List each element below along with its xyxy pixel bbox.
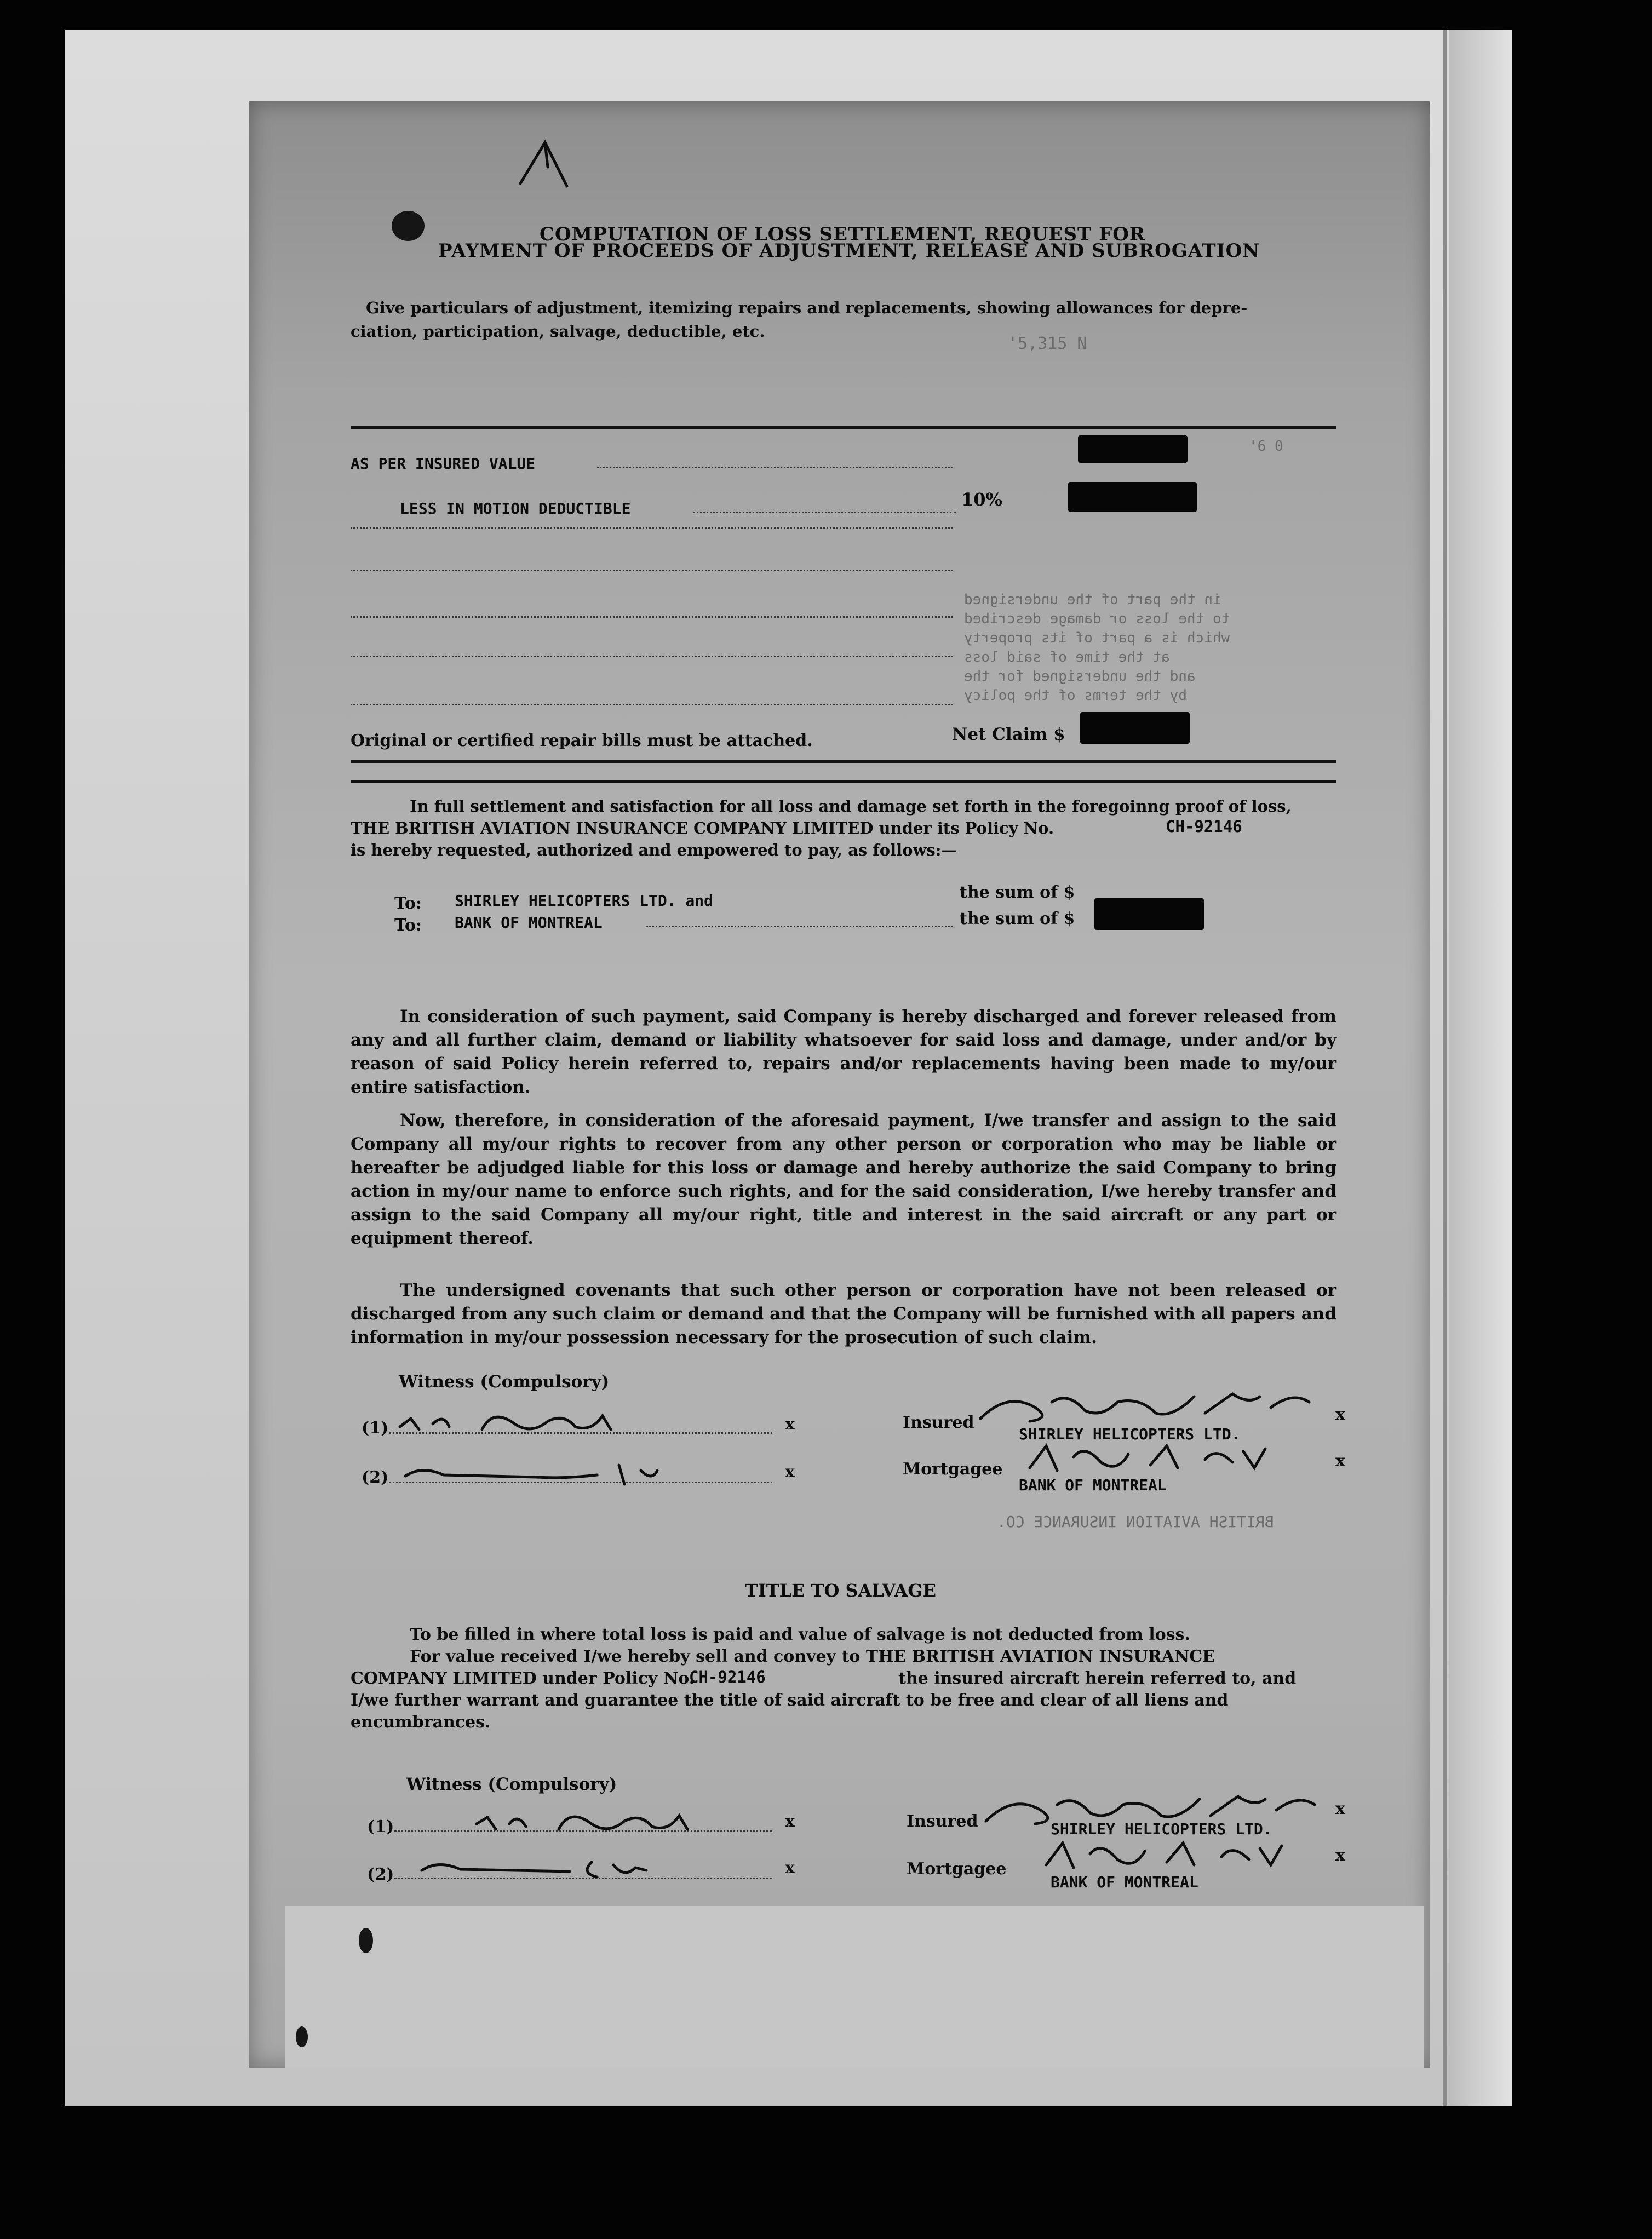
redacted-payment-amount xyxy=(1094,898,1204,930)
bleed-through-line: at the time of said loss xyxy=(964,649,1170,665)
witness-line-number: (1) xyxy=(367,1817,394,1836)
bleed-through-stamp: BRITISH AVIATION INSURANCE CO. xyxy=(997,1513,1274,1531)
salvage-line-2: For value received I/we hereby sell and convey to THE BRITISH AVIATION INSURANCE xyxy=(410,1647,1215,1666)
item-label-insured-value: AS PER INSURED VALUE xyxy=(351,455,536,473)
net-claim-label: Net Claim $ xyxy=(952,725,1065,744)
repair-bills-note: Original or certified repair bills must be attached. xyxy=(351,731,813,750)
witness-line-number: (2) xyxy=(362,1468,389,1487)
blank-item-line xyxy=(351,704,953,705)
blank-item-line xyxy=(351,656,953,657)
mount-edge xyxy=(1443,30,1447,2106)
section-rule-top xyxy=(351,426,1336,429)
salvage-policy-number: CH-92146 xyxy=(689,1668,766,1686)
x-mark: x xyxy=(1335,1846,1345,1865)
payee-name: SHIRLEY HELICOPTERS LTD. and xyxy=(455,892,714,910)
witness-signature-4 xyxy=(405,1848,789,1887)
covenants-paragraph xyxy=(351,1279,1336,1350)
payee-sum-label: the sum of $ xyxy=(960,909,1075,928)
salvage-line-3-suffix: the insured aircraft herein referred to, and xyxy=(898,1669,1297,1688)
redacted-amount xyxy=(1068,482,1197,512)
insured-name: SHIRLEY HELICOPTERS LTD. xyxy=(1019,1425,1241,1443)
settlement-line-3: is hereby requested, authorized and empowered to pay, as follows:— xyxy=(351,841,957,859)
blank-item-line xyxy=(351,570,953,571)
item-leader-dots xyxy=(597,467,953,468)
salvage-heading: TITLE TO SALVAGE xyxy=(745,1580,936,1601)
x-mark: x xyxy=(785,1858,795,1878)
mortgagee-label: Mortgagee xyxy=(907,1859,1007,1879)
salvage-line-5: encumbrances. xyxy=(351,1713,491,1732)
year-mark: '6 0 xyxy=(1249,438,1283,455)
section-rule-middle xyxy=(351,760,1336,763)
settlement-line-1: In full settlement and satisfaction for all loss and damage set forth in the foregoinng proof of loss, xyxy=(410,797,1292,816)
subrogation-paragraph xyxy=(351,1109,1336,1250)
x-mark: x xyxy=(785,1812,795,1831)
consideration-paragraph xyxy=(351,1005,1336,1099)
instructions-line-2: ciation, participation, salvage, deductible, etc. xyxy=(351,322,765,341)
bleed-through-line: to the loss or damage described xyxy=(964,611,1230,627)
mount-right-strip xyxy=(1449,30,1512,2106)
x-mark: x xyxy=(1335,1451,1345,1471)
redacted-net-claim xyxy=(1080,712,1190,744)
mortgagee-signature xyxy=(1024,1435,1309,1479)
title-line-1: COMPUTATION OF LOSS SETTLEMENT, REQUEST FOR xyxy=(540,223,1146,245)
pencil-mark-icon xyxy=(515,134,581,194)
blank-item-line xyxy=(351,527,953,529)
section-rule-middle xyxy=(351,780,1336,783)
payee-leader-dots xyxy=(646,926,953,927)
insured-signature xyxy=(975,1380,1347,1429)
punch-hole-mark xyxy=(392,211,425,241)
payee-sum-label: the sum of $ xyxy=(960,883,1075,902)
title-line-2: PAYMENT OF PROCEEDS OF ADJUSTMENT, RELEASE AND SUBROGATION xyxy=(438,240,1260,262)
witness-label: Witness (Compulsory) xyxy=(406,1775,617,1794)
ink-blot xyxy=(359,1928,373,1953)
bleed-through-line: in the part of the undersigned xyxy=(964,592,1221,608)
insured-name: SHIRLEY HELICOPTERS LTD. xyxy=(1051,1820,1272,1838)
witness-signature-1 xyxy=(394,1402,778,1440)
page-bottom-margin xyxy=(285,1906,1424,2068)
item-percent: 10% xyxy=(961,489,1002,510)
salvage-line-4: I/we further warrant and guarantee the title of said aircraft to be free and clear of all liens and xyxy=(351,1691,1229,1710)
x-mark: x xyxy=(785,1462,795,1482)
witness-signature-3 xyxy=(405,1802,789,1840)
mortgagee-name: BANK OF MONTREAL xyxy=(1019,1476,1167,1494)
mortgagee-label: Mortgagee xyxy=(903,1460,1003,1479)
witness-line-number: (1) xyxy=(362,1419,389,1438)
instructions-line-1: Give particulars of adjustment, itemizing repairs and replacements, showing allowances for depre- xyxy=(366,298,1248,317)
x-mark: x xyxy=(785,1415,795,1434)
payee-name: BANK OF MONTREAL xyxy=(455,914,603,932)
witness-line-number: (2) xyxy=(367,1865,394,1884)
x-mark: x xyxy=(1335,1799,1345,1818)
mortgagee-signature xyxy=(1041,1832,1326,1876)
redacted-amount xyxy=(1078,435,1188,463)
payee-to-label: To: xyxy=(394,916,422,935)
settlement-line-2: THE BRITISH AVIATION INSURANCE COMPANY LIMITED under its Policy No. xyxy=(351,819,1054,837)
bleed-through-line: and the undersigned for the xyxy=(964,668,1196,685)
insured-label: Insured xyxy=(903,1413,974,1432)
blank-item-line xyxy=(351,616,953,618)
covenants-text: The undersigned covenants that such other person or corporation have not been released or discharged from any such claim or demand and that the Company will be furnished with all papers and information in my/our possession necessary for the prosecution of such claim. xyxy=(351,1281,1336,1347)
subrogation-text: Now, therefore, in consideration of the aforesaid payment, I/we transfer and assign to the said Company all my/our rights to recover from any other person or corporation who may be liable or hereafter be adjudged liable for this loss or damage and hereby authorize the said Company to bring action in my/our name to enforce such rights, and for the said consideration, I/we hereby transfer and assign to the said Company all my/our right, title and interest in the said aircraft or any part or equipment thereof. xyxy=(351,1111,1336,1248)
salvage-line-1: To be filled in where total loss is paid and value of salvage is not deducted from loss. xyxy=(410,1625,1190,1644)
bleed-through-line: which is a part of its property xyxy=(964,630,1230,646)
witness-signature-2 xyxy=(400,1454,783,1492)
witness-label: Witness (Compulsory) xyxy=(399,1372,610,1392)
consideration-text: In consideration of such payment, said Company is hereby discharged and forever released from any and all further claim, demand or liability whatsoever for said loss and damage, under and/or by reason of said Policy herein referred to, repairs and/or replacements having been made to my/our entire satisfaction. xyxy=(351,1007,1336,1097)
payee-to-label: To: xyxy=(394,894,422,913)
stamp-fragment: '5,315 N xyxy=(1008,334,1087,353)
salvage-line-3-prefix: COMPANY LIMITED under Policy No. xyxy=(351,1669,695,1688)
ink-blot xyxy=(296,2026,308,2047)
insured-label: Insured xyxy=(907,1812,978,1831)
mortgagee-name: BANK OF MONTREAL xyxy=(1051,1873,1198,1891)
policy-number: CH-92146 xyxy=(1166,817,1242,836)
item-label-deductible: LESS IN MOTION DEDUCTIBLE xyxy=(400,500,631,518)
bleed-through-line: by the terms of the policy xyxy=(964,687,1187,704)
item-leader-dots xyxy=(693,512,956,513)
x-mark: x xyxy=(1335,1405,1345,1424)
